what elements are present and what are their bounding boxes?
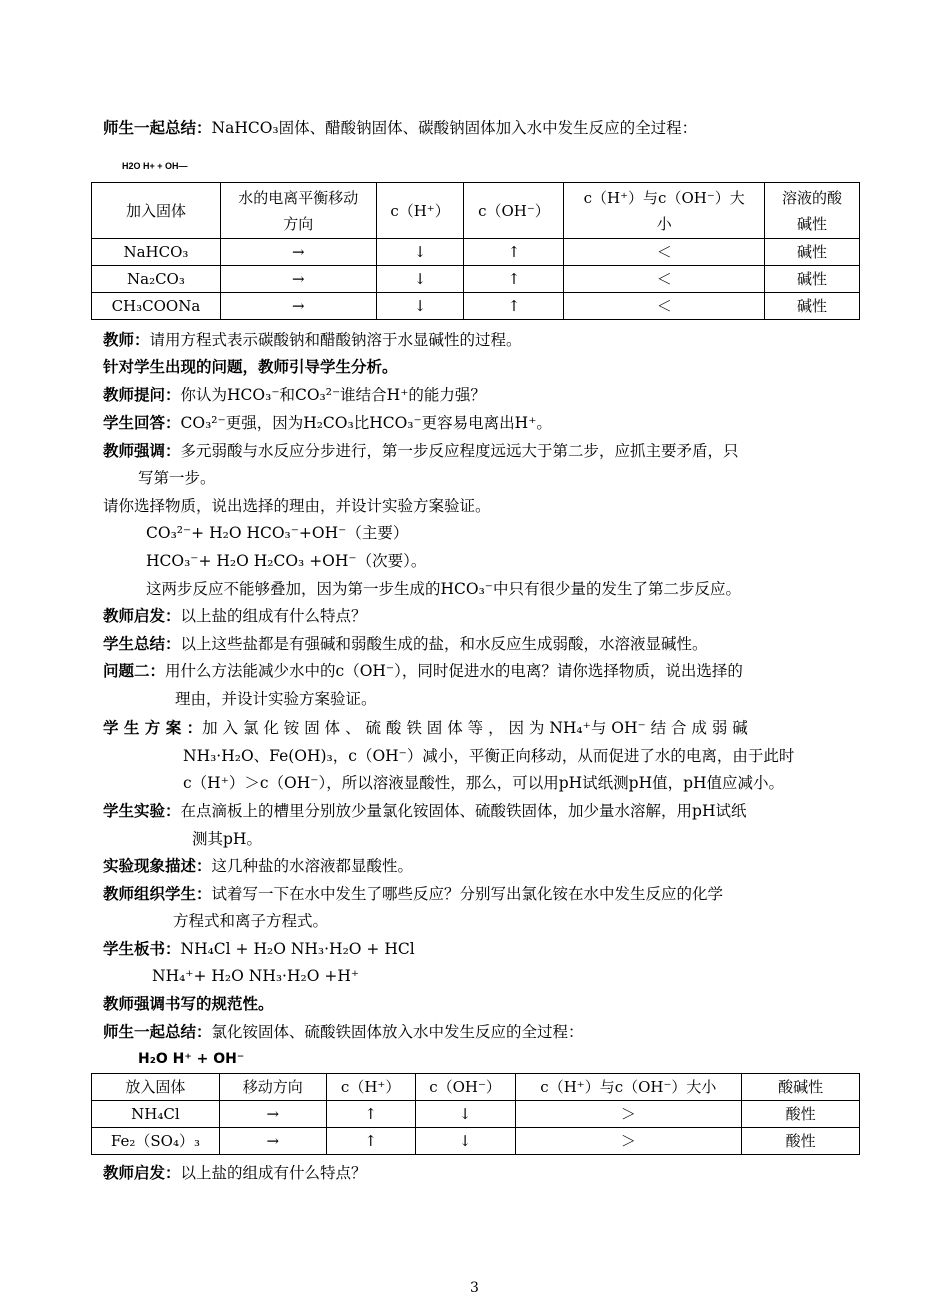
header-cell: c（H⁺）	[376, 183, 464, 239]
header-cell: c（H⁺）与c（OH⁻）大小	[564, 183, 765, 239]
speaker-label: 教师提问：	[103, 386, 181, 404]
table-row	[92, 1101, 860, 1128]
text: 用什么方法能减少水中的c（OH⁻），同时促进水的电离？请你选择物质，说出选择的	[165, 662, 743, 680]
table-cell: NaHCO₃	[92, 239, 221, 266]
table-cell: →	[219, 1128, 326, 1155]
student-summary-line	[103, 634, 708, 654]
text: 以上盐的组成有什么特点？	[180, 1164, 367, 1182]
table-cell: ↑	[464, 239, 564, 266]
text: 以上这些盐都是有强碱和弱酸生成的盐，和水反应生成弱酸，水溶液显碱性。	[180, 635, 708, 653]
speaker-label: 教师：	[103, 331, 150, 349]
table-cell: ＜	[564, 293, 765, 320]
speaker-label: 教师启发：	[103, 1164, 181, 1182]
table-row	[92, 1128, 860, 1155]
water-ionization-equation-2: H₂O H⁺ + OH⁻	[138, 1051, 245, 1067]
text-continuation: 写第一步。	[138, 469, 216, 487]
speaker-label: 师生一起总结：	[103, 119, 212, 137]
page-number: 3	[470, 1280, 479, 1296]
teacher-hint-line	[103, 606, 367, 626]
equation-2: HCO₃⁻+ H₂O H₂CO₃ +OH⁻（次要）。	[146, 552, 427, 570]
table-cell: NH₄Cl	[92, 1101, 220, 1128]
speaker-label: 实验现象描述：	[103, 857, 212, 875]
text: NaHCO₃固体、醋酸钠固体、碳酸钠固体加入水中发生反应的全过程：	[211, 119, 698, 137]
table-cell: ↑	[464, 293, 564, 320]
table-row	[92, 239, 860, 266]
explanation-line: 这两步反应不能够叠加，因为第一步生成的HCO₃⁻中只有很少量的发生了第二步反应。	[146, 580, 741, 598]
summary-line-2	[103, 1022, 584, 1042]
table-cell: 酸性	[742, 1101, 860, 1128]
header-cell: c（H⁺）与c（OH⁻）大小	[515, 1074, 742, 1101]
teacher-organize-line	[103, 884, 723, 904]
header-cell: c（OH⁻）	[464, 183, 564, 239]
text: 试着写一下在水中发生了哪些反应？分别写出氯化铵在水中发生反应的化学	[211, 885, 724, 903]
phenomenon-line	[103, 856, 413, 876]
speaker-label: 学生总结：	[103, 635, 181, 653]
speaker-label: 教师启发：	[103, 607, 181, 625]
text-continuation: 理由，并设计实验方案验证。	[175, 690, 377, 708]
teacher-hint-line-2	[103, 1163, 367, 1183]
header-cell: 酸碱性	[742, 1074, 860, 1101]
table-cell: ↑	[464, 266, 564, 293]
speaker-label: 教师组织学生：	[103, 885, 212, 903]
text: NH₄Cl + H₂O NH₃·H₂O + HCl	[180, 940, 415, 958]
table-cell: ↓	[376, 293, 464, 320]
table-cell: 碱性	[765, 239, 860, 266]
table-cell: ↓	[376, 266, 464, 293]
teacher-question-line	[103, 385, 486, 405]
student-experiment-line	[103, 801, 746, 821]
table-cell: →	[220, 239, 376, 266]
speaker-label: 学生板书：	[103, 940, 181, 958]
table-cell: ＞	[515, 1101, 742, 1128]
text: 多元弱酸与水反应分步进行，第一步反应程度远远大于第二步，应抓主要矛盾，只	[180, 442, 739, 460]
table-cell: 碱性	[765, 266, 860, 293]
speaker-label: 学 生 方 案 ：	[103, 719, 203, 737]
table-cell: →	[220, 293, 376, 320]
text: 这几种盐的水溶液都显酸性。	[211, 857, 414, 875]
table-cell: ↓	[376, 239, 464, 266]
summary-line-1	[103, 118, 697, 138]
table-acidic-salts	[91, 1073, 860, 1155]
table-cell: 酸性	[742, 1128, 860, 1155]
speaker-label: 学生实验：	[103, 802, 181, 820]
table-cell: 碱性	[765, 293, 860, 320]
text-continuation: 测其pH。	[192, 830, 262, 848]
speaker-label: 教师强调：	[103, 442, 181, 460]
water-ionization-equation: H2O H+ + OH—	[122, 161, 188, 171]
table-cell: ↓	[415, 1128, 515, 1155]
table-header-row	[92, 183, 860, 239]
header-cell: 加入固体	[92, 183, 221, 239]
heading-norms: 教师强调书写的规范性。	[103, 995, 274, 1013]
table-cell: ＜	[564, 266, 765, 293]
table-basic-salts	[91, 182, 860, 320]
teacher-line	[103, 330, 522, 350]
table-cell: CH₃COONa	[92, 293, 221, 320]
table-row	[92, 293, 860, 320]
header-cell: 水的电离平衡移动方向	[220, 183, 376, 239]
teacher-emphasis-line	[103, 441, 739, 461]
student-answer-line	[103, 413, 552, 433]
text: 加 入 氯 化 铵 固 体 、 硫 酸 铁 固 体 等 ， 因 为 NH₄⁺与 OH⁻ 结 合 成 弱 碱	[202, 719, 748, 737]
question-two-line	[103, 661, 743, 681]
text-continuation: 方程式和离子方程式。	[173, 912, 329, 930]
header-cell: c（H⁺）	[326, 1074, 415, 1101]
table-cell: ↑	[326, 1128, 415, 1155]
table-cell: Fe₂（SO₄）₃	[92, 1128, 220, 1155]
text: 以上盐的组成有什么特点？	[180, 607, 367, 625]
table-header-row	[92, 1074, 860, 1101]
text: 请用方程式表示碳酸钠和醋酸钠溶于水显碱性的过程。	[149, 331, 522, 349]
ionic-equation: NH₄⁺+ H₂O NH₃·H₂O +H⁺	[152, 967, 360, 985]
heading-guidance: 针对学生出现的问题，教师引导学生分析。	[103, 358, 398, 376]
text-continuation: NH₃·H₂O、Fe(OH)₃，c（OH⁻）减小，平衡正向移动，从而促进了水的电离，由于此时	[183, 747, 795, 765]
text-continuation: c（H⁺）＞c（OH⁻），所以溶液显酸性，那么，可以用pH试纸测pH值，pH值应减小。	[183, 774, 785, 792]
student-board-line	[103, 939, 415, 959]
speaker-label: 师生一起总结：	[103, 1023, 212, 1041]
equation-1: CO₃²⁻+ H₂O HCO₃⁻+OH⁻（主要）	[146, 524, 409, 542]
header-cell: 放入固体	[92, 1074, 220, 1101]
table-cell: Na₂CO₃	[92, 266, 221, 293]
header-cell: 溶液的酸碱性	[765, 183, 860, 239]
instruction-line: 请你选择物质，说出选择的理由，并设计实验方案验证。	[103, 497, 491, 515]
table-cell: →	[219, 1101, 326, 1128]
header-cell: 移动方向	[219, 1074, 326, 1101]
table-cell: ↑	[326, 1101, 415, 1128]
table-cell: →	[220, 266, 376, 293]
speaker-label: 学生回答：	[103, 414, 181, 432]
student-plan-line	[103, 718, 748, 738]
table-row	[92, 266, 860, 293]
text: 在点滴板上的槽里分别放少量氯化铵固体、硫酸铁固体，加少量水溶解，用pH试纸	[180, 802, 747, 820]
speaker-label: 问题二：	[103, 662, 166, 680]
text: 你认为HCO₃⁻和CO₃²⁻谁结合H⁺的能力强？	[180, 386, 486, 404]
table-cell: ＜	[564, 239, 765, 266]
table-cell: ＞	[515, 1128, 742, 1155]
text: CO₃²⁻更强，因为H₂CO₃比HCO₃⁻更容易电离出H⁺。	[180, 414, 552, 432]
header-cell: c（OH⁻）	[415, 1074, 515, 1101]
table-cell: ↓	[415, 1101, 515, 1128]
text: 氯化铵固体、硫酸铁固体放入水中发生反应的全过程：	[211, 1023, 584, 1041]
